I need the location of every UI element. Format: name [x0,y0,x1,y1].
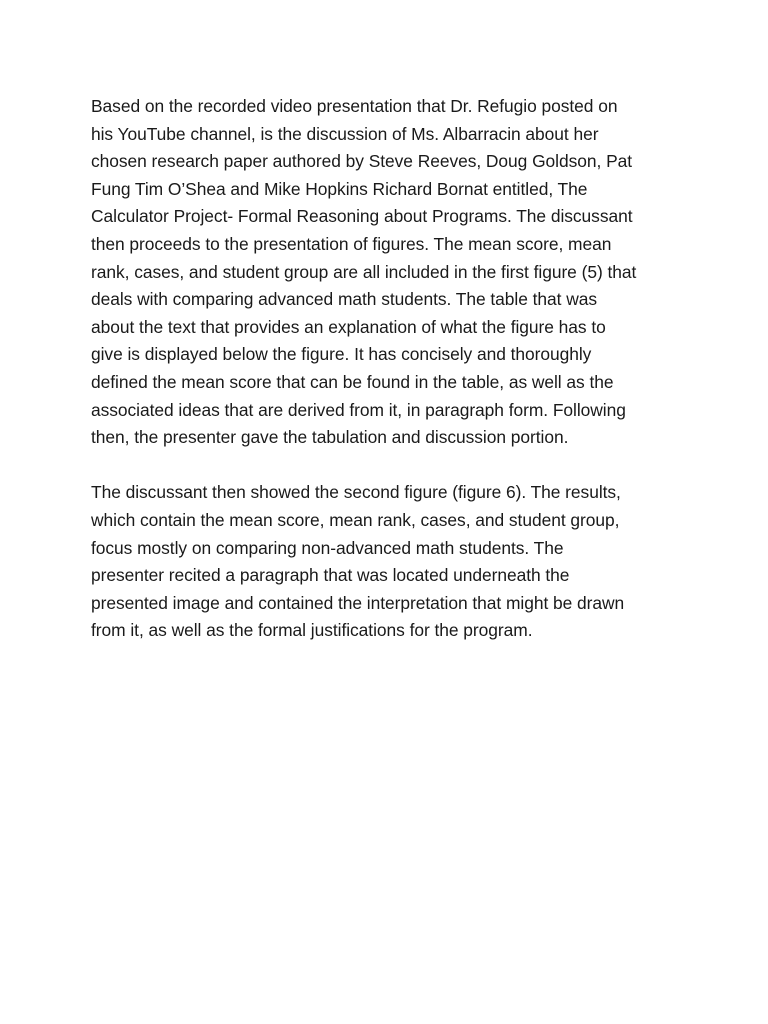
paragraph-line: chosen research paper authored by Steve Reeves, Doug Goldson, Pat [91,151,633,172]
paragraph-line: deals with comparing advanced math students. The table that was [91,289,597,310]
paragraph-line: focus mostly on comparing non-advanced math students. The [91,537,564,558]
paragraph-line: presenter recited a paragraph that was located underneath the [91,565,570,586]
paragraph-line: Based on the recorded video presentation that Dr. Refugio posted on [91,96,618,116]
paragraph-line: from it, as well as the formal justifications for the program. [91,620,533,641]
paragraph-2 [91,479,691,645]
paragraph-line: which contain the mean score, mean rank, cases, and student group, [91,509,620,530]
paragraph-line: associated ideas that are derived from it, in paragraph form. Following [91,399,626,420]
paragraph-line: then proceeds to the presentation of figures. The mean score, mean [91,233,612,254]
paragraph-line: his YouTube channel, is the discussion of Ms. Albarracin about her [91,123,599,144]
paragraph-line: defined the mean score that can be found in the table, as well as the [91,371,614,392]
paragraph-1 [91,93,691,452]
paragraph-line: Calculator Project- Formal Reasoning about Programs. The discussant [91,206,633,227]
paragraph-line: presented image and contained the interpretation that might be drawn [91,592,625,613]
paragraph-line: then, the presenter gave the tabulation and discussion portion. [91,427,569,448]
paragraph-line: give is displayed below the figure. It has concisely and thoroughly [91,344,592,365]
paragraph-line: about the text that provides an explanation of what the figure has to [91,316,606,337]
paragraph-line: rank, cases, and student group are all included in the first figure (5) that [91,261,637,282]
document-body [91,93,691,645]
paragraph-line: The discussant then showed the second figure (figure 6). The results, [91,482,621,503]
paragraph-line: Fung Tim O’Shea and Mike Hopkins Richard Bornat entitled, The [91,178,588,199]
